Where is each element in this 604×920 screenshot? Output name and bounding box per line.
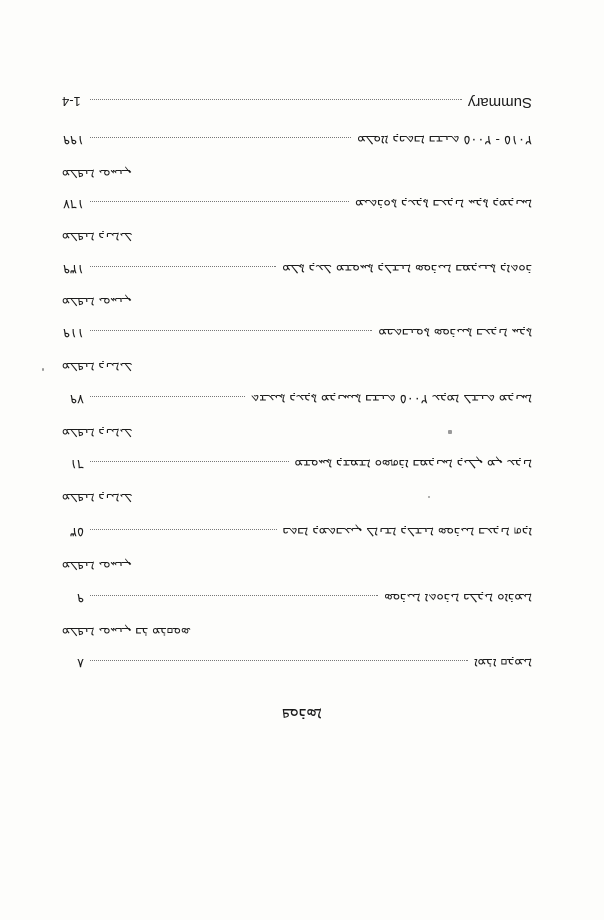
toc-entry-title: ܬܫܥܝܬܐ ܕܥܕܬܐ ܡܕܢܚܝܬܐ ܒܫܢܬ ٢٠٠٥ ܥܕܡܐ ܠܫܢܬ ܡܕܢܚܐ <box>250 391 532 406</box>
toc-entry-author: ܡܠܦܢܐ ܕܢܝܐܝܠ <box>62 426 133 441</box>
toc-heading: ܦܘܪܣܐ <box>282 705 322 724</box>
toc-entry-page: ١١٩ <box>63 325 84 340</box>
toc-leader-dots <box>90 396 245 397</box>
toc-entry <box>62 325 532 345</box>
toc-entry-author: ܡܠܦܢܐ ܕܢܝܐܝܠ <box>62 230 133 245</box>
toc-entry-title: Summary <box>467 94 532 111</box>
scan-speck <box>428 496 430 498</box>
toc-entry-summary <box>62 94 532 114</box>
toc-entry-page: 1-4 <box>62 94 81 109</box>
toc-entry <box>62 261 532 281</box>
toc-leader-dots <box>90 595 378 596</box>
toc-leader-dots <box>90 660 468 661</box>
toc-entry-title: ܣܘܪܝܝܐ ܐܬܘܪܝܐ ܟܠܕܝܐ ܘܐܪܡܝܐ <box>384 590 532 605</box>
toc-entry <box>62 524 532 544</box>
toc-entry <box>62 456 532 476</box>
toc-entry-author: ܡܠܦܢܐ ܝܘܚܢܢ <box>62 295 132 310</box>
toc-entry-title: ܐܡܪܐ ܩܕܡܝܐ <box>474 655 532 670</box>
scan-speck <box>448 430 452 434</box>
toc-entry-author: ܡܠܦܢܐ ܕܢܝܐܝܠ <box>62 491 133 506</box>
toc-entry-page: ٧٩ <box>70 391 84 406</box>
toc-entry-page: ١٩٩ <box>63 132 84 147</box>
toc-entry-page: ٦١ <box>70 456 84 471</box>
toc-leader-dots <box>90 461 289 462</box>
toc-entry-page: ١٣٩ <box>63 261 84 276</box>
toc-entry-page: ٥٣ <box>70 524 84 539</box>
toc-leader-dots <box>90 330 372 331</box>
toc-entry-page: ٨ <box>77 655 84 670</box>
toc-leader-dots <box>90 201 349 202</box>
toc-entry-author: ܡܠܦܢܐ ܕܢܝܐܝܠ <box>62 360 133 375</box>
toc-entry-author: ܡܠܦܢܐ ܝܘܚܢܢ <box>62 167 132 182</box>
toc-entry-author: ܡܠܦܢܐ ܝܘܚܢܢ ܒܪ ܡܪܩܘܣ <box>62 625 191 640</box>
toc-leader-dots <box>90 529 277 530</box>
toc-entry <box>62 655 532 675</box>
toc-entry-page: ١٦٧ <box>63 196 84 211</box>
toc-entry-title: ܡܝܬܪܘܬܐ ܕܥܕܬܐ ܒܥܕܢܐ ܚܕܬܐ ܕܡܕܢܚܐ <box>355 196 532 211</box>
toc-entry-title: ܡܠܘܐܐ ܕܟܬܒܐ ܒܫܢܬ ٢٠٠٥ - ٢٠١٥ <box>357 132 532 147</box>
toc-entry-title: ܟܬܒܐ ܕܡܬܒܥܝܢ ܠܐܢܫܐ ܕܠܫܢܐ ܣܘܪܝܝܐ ܒܥܕܢܐ ܗܕܐ <box>282 524 532 539</box>
toc-entry <box>62 590 532 610</box>
toc-entry-title: ܡܠܬܐ ܕܥܠ ܡܫܘܚܬܐ ܕܠܫܢܐ ܣܘܪܝܝܐ ܒܡܕܝܢܬܐ ܕܐܬܘܪ <box>282 261 532 276</box>
scan-speck <box>42 368 44 371</box>
toc-leader-dots <box>90 137 351 138</box>
toc-entry-title: ܡܟܬܒܢܘܬܐ ܣܘܪܝܝܬܐ ܒܥܕܢܐ ܚܕܬܐ <box>378 325 532 340</box>
toc-entry-page: ٩ <box>77 590 84 605</box>
toc-entry-author: ܡܠܦܢܐ ܝܘܚܢܢ <box>62 559 132 574</box>
toc-entry <box>62 391 532 411</box>
toc-leader-dots <box>90 266 276 267</box>
toc-entry <box>62 132 532 152</box>
toc-entry <box>62 196 532 216</box>
toc-entry-title: ܡܫܘܚܬܐ ܕܫܡܫܐ ܘܣܗܪܐ ܒܡܕܢܚܐ ܕܝܠܢ ܡܢ ܥܕܢܐ <box>294 456 532 471</box>
toc-leader-dots <box>90 99 462 100</box>
